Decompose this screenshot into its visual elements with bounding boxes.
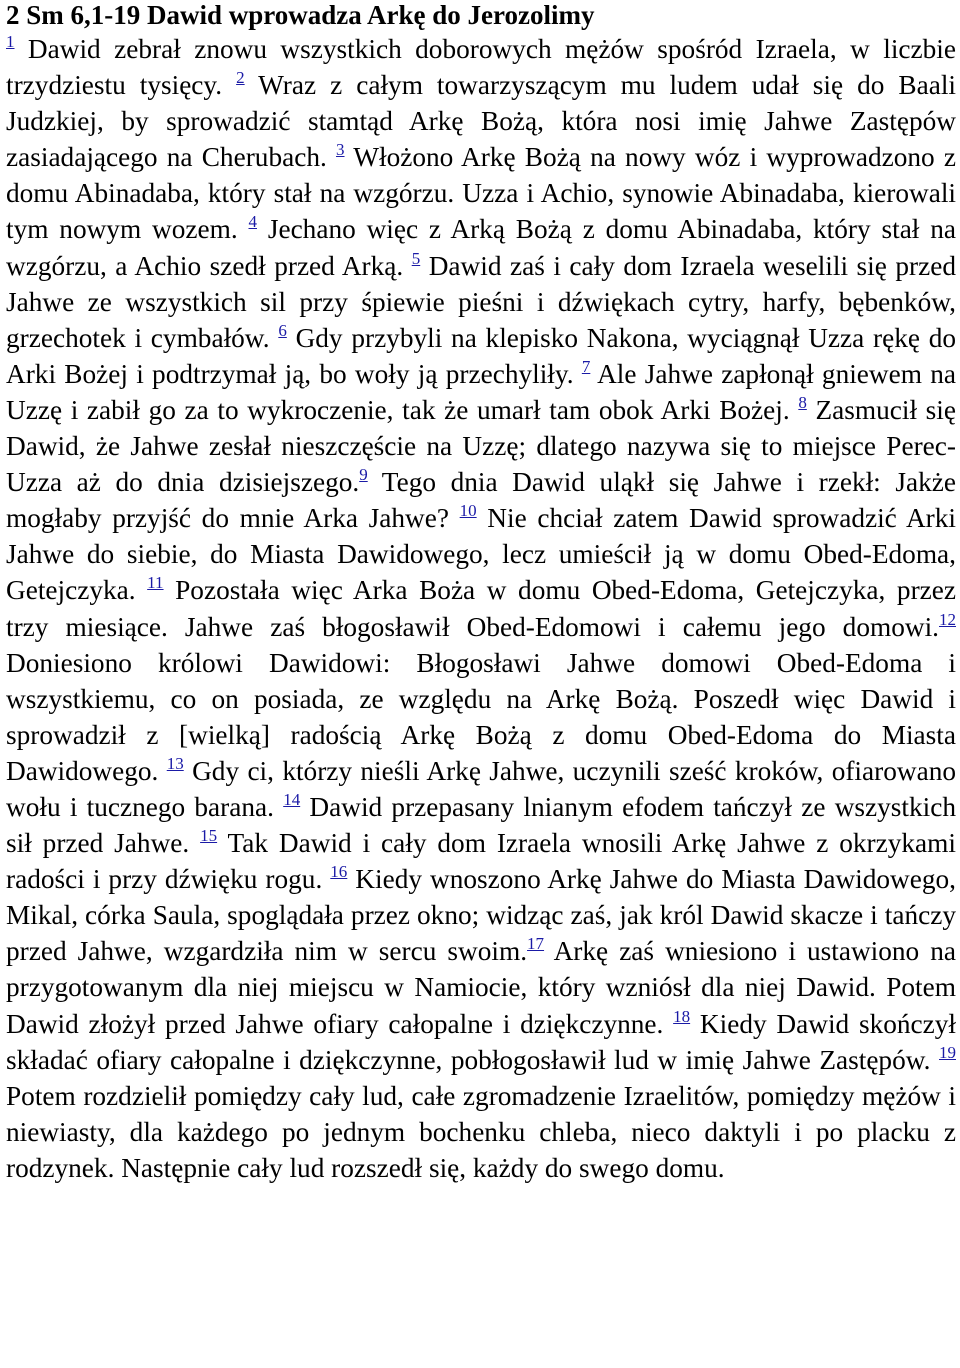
verse-text: Włożono Arkę Bożą na nowy wóz i wyprowadzono z domu Abinadaba, który stał na wzgórzu. Uzza i Achio, synowie Abinadaba, kierowali tym nowym wozem.	[6, 142, 956, 245]
verse-number-link[interactable]: 1	[6, 32, 15, 51]
verse-number-link[interactable]: 10	[459, 501, 477, 521]
verse-text: Potem rozdzielił pomiędzy cały lud, całe zgromadzenie Izraelitów, pomiędzy mężów i niewiasty, dla każdego po jednym bochenku chleba, nieco daktyli i po placku z rodzynek. Następnie cały lud rozszedł się, każdy do swego domu.	[6, 1080, 956, 1183]
verse-text: Doniesiono królowi Dawidowi: Błogosławi Jahwe domowi Obed-Edoma i wszystkiemu, co on posiada, ze względu na Arkę Bożą. Poszedł więc Dawid i sprowadził z [wielką] radością Arkę Bożą z domu Obed-Edoma do Miasta Dawidowego.	[6, 647, 956, 786]
verse-number-link[interactable]: 6	[278, 320, 287, 340]
verse-text: Tego dnia Dawid uląkł się Jahwe i rzekł: Jakże mogłaby przyjść do mnie Arka Jahwe?	[6, 467, 956, 534]
verse-text: Ale Jahwe zapłonął gniewem na Uzzę i zabił go za to wykroczenie, tak że umarł tam obok Arki Bożej.	[6, 358, 956, 425]
verse-text: Wraz z całym towarzyszącym mu ludem udał się do Baali Judzkiej, by sprowadzić stamtąd Arkę Bożą, która nosi imię Jahwe Zastępów zasiadającego na Cherubach.	[6, 70, 956, 173]
verse-number-link[interactable]: 7	[581, 356, 591, 376]
verse-number-link[interactable]: 19	[939, 1042, 956, 1062]
verse-number-link[interactable]: 5	[411, 248, 421, 268]
verse-text: Nie chciał zatem Dawid sprowadzić Arki Jahwe do siebie, do Miasta Dawidowego, lecz umieścił ją w domu Obed-Edoma, Getejczyka.	[6, 503, 956, 606]
verse-number-link[interactable]: 15	[200, 826, 218, 846]
verse-number-link[interactable]: 9	[359, 465, 368, 485]
verse-text: Jechano więc z Arką Bożą z domu Abinadaba, który stał na wzgórzu, a Achio szedł przed Arką.	[6, 214, 956, 281]
verse-text: Gdy przybyli na klepisko Nakona, wyciągnął Uzza rękę do Arki Bożej i podtrzymał ją, bo woły ją przechyliły.	[6, 322, 957, 389]
verse-text: Arkę zaś wniesiono i ustawiono na przygotowanym dla niej miejscu w Namiocie, który wzniósł dla niej Dawid. Potem Dawid złożył przed Jahwe ofiary całopalne i dziękczynne.	[6, 936, 956, 1039]
verse-number-link[interactable]: 11	[147, 573, 164, 593]
verse-number-link[interactable]: 17	[527, 934, 545, 954]
document-page	[6, 0, 956, 1186]
verse-text: Tak Dawid i cały dom Izraela wnosili Arkę Jahwe z okrzykami radości i przy dźwięku rogu.	[6, 828, 956, 895]
verse-number-link[interactable]: 13	[166, 753, 184, 773]
verse-number-link[interactable]: 16	[330, 862, 348, 882]
verse-number-link[interactable]: 12	[939, 609, 956, 629]
verse-number-link[interactable]: 4	[248, 212, 257, 232]
verse-number-link[interactable]: 14	[283, 789, 301, 809]
verse-text: Dawid przepasany lnianym efodem tańczył ze wszystkich sił przed Jahwe.	[6, 791, 956, 859]
verse-number-link[interactable]: 8	[798, 392, 807, 412]
verse-text: Kiedy wnoszono Arkę Jahwe do Miasta Dawidowego, Mikal, córka Saula, spoglądała przez okno; widząc zaś, jak król Dawid skacze i tańczy przed Jahwe, wzgardziła nim w sercu swoim.	[6, 864, 956, 967]
verse-number-link[interactable]: 3	[336, 140, 345, 160]
verse-text: Dawid zebrał znowu wszystkich doborowych mężów spośród Izraela, w liczbie trzydziestu tysięcy.	[6, 34, 956, 101]
verse-text: Gdy ci, którzy nieśli Arkę Jahwe, uczynili sześć kroków, ofiarowano wołu i tucznego barana.	[6, 755, 956, 822]
verse-text: Zasmucił się Dawid, że Jahwe zesłał nieszczęście na Uzzę; dlatego nazywa się to miejsce Perec-Uzza aż do dnia dzisiejszego.	[6, 394, 956, 498]
passage-text	[6, 31, 956, 1186]
verse-text: Kiedy Dawid skończył składać ofiary całopalne i dziękczynne, pobłogosławił lud w imię Jahwe Zastępów.	[6, 1008, 956, 1075]
verse-number-link[interactable]: 18	[673, 1006, 691, 1026]
verse-text: Pozostała więc Arka Boża w domu Obed-Edoma, Getejczyka, przez trzy miesiące. Jahwe zaś błogosławił Obed-Edomowi i całemu jego domowi.	[6, 575, 957, 642]
section-title: 2 Sm 6,1-19 Dawid wprowadza Arkę do Jerozolimy	[6, 0, 595, 30]
verse-number-link[interactable]: 2	[236, 68, 245, 88]
verse-text: Dawid zaś i cały dom Izraela weselili się przed Jahwe ze wszystkich sil przy śpiewie pieśni i dźwiękach cytry, harfy, bębenków, grzechotek i cymbałów.	[6, 250, 956, 353]
